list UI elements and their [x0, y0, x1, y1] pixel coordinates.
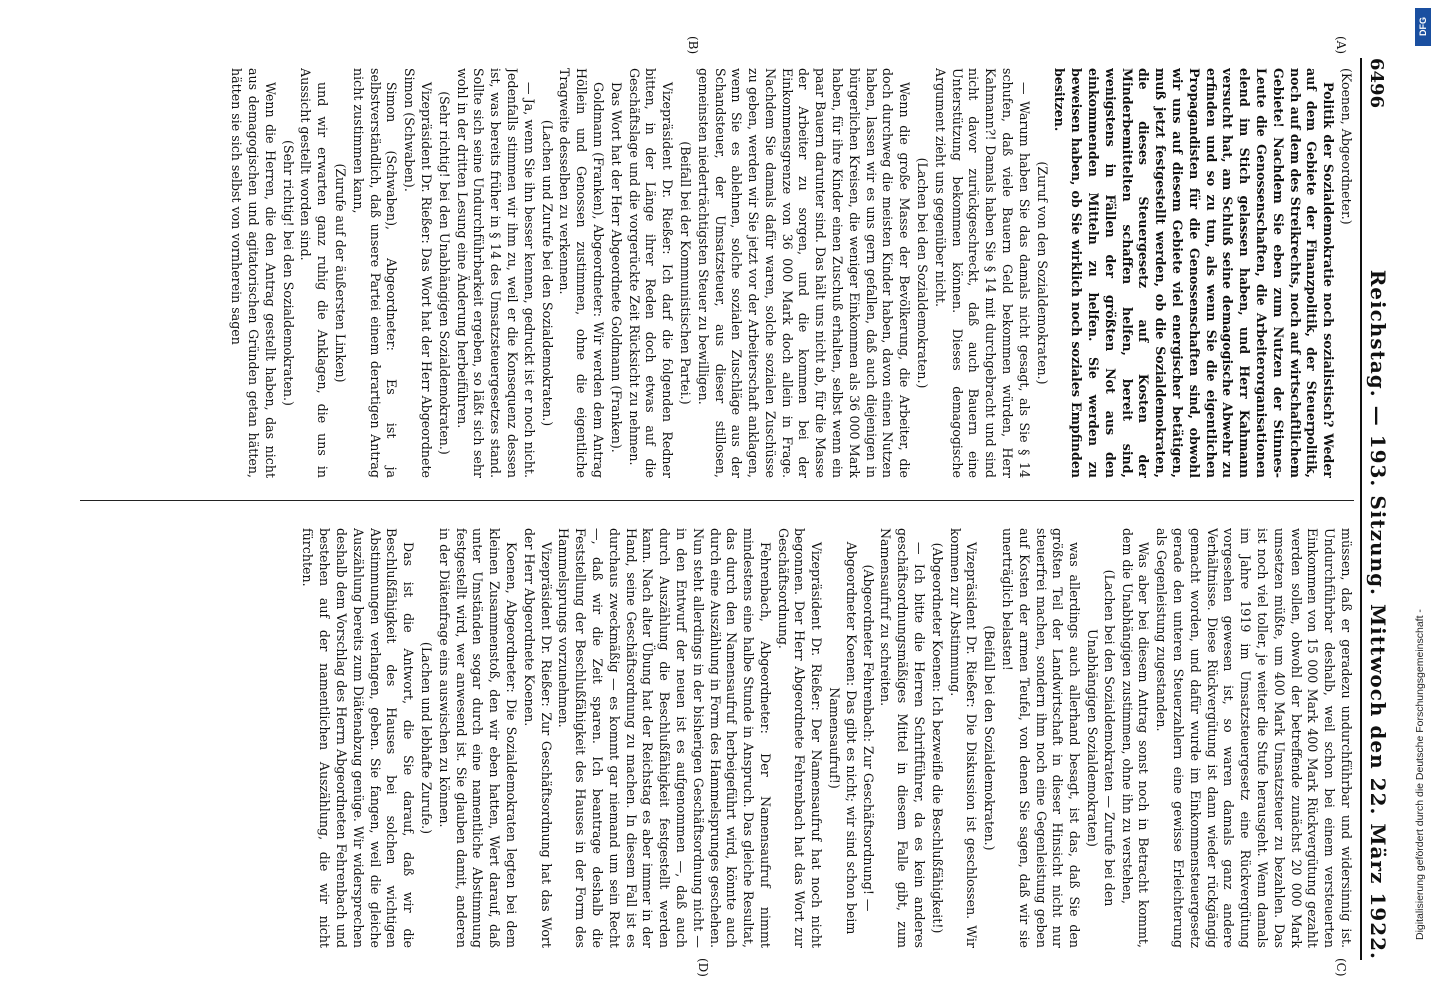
- margin-mark-c: (C): [1334, 958, 1348, 977]
- margin-mark-b: (B): [686, 36, 700, 55]
- interjection: (Lachen bei den Sozialdemokraten.): [915, 157, 931, 389]
- paragraph: Wenn die Herren, die den Antrag gestellt haben, das nicht aus demagogischen und agitatorischen Gründen getan hätten, hätten sie sich selbst von vornherein sagen: [229, 68, 278, 478]
- interjection: (Beifall bei den Sozialdemokraten.): [982, 625, 998, 851]
- paragraph: Wenn die große Masse der Bevölkerung, die Arbeiter, die doch durchweg die meisten Kinder haben, davon einen Nutzen haben, lassen wir es uns gern gefallen, daß auch diejenigen in bürgerlichen Kreisen, die weniger Einkommen als 36 000 Mark haben, für ihre Kinder einen Zuschuß erhalten, selbst wenn ein paar Bauern darunter sind. Das hält uns nicht ab, für die Masse der Arbeiter zu sorgen, und die kommen bei der Einkommensgrenze von 36 000 Mark doch allein in Frage. Nachdem Sie damals dafür waren, solche sozialen Zuschüsse zu geben, werden wir Sie jetzt vor der Arbeiterschaft anklagen, wenn Sie es ablehnen, solche sozialen Zuschläge aus der Schandsteuer, der Umsatzsteuer, aus dieser stillosen, gemeinsten niederträchtigsten Steuer zu bewilligen.: [695, 68, 913, 478]
- funding-note: Digitalisierung gefördert durch die Deutsche Forschungsgemeinschaft -: [1414, 609, 1426, 940]
- paragraph: Goldmann (Franken), Abgeordneter: Wir werden dem Antrag Höllein und Genossen zustimmen, ohne die eigentliche Tragweite desselben zu verkennen.: [557, 68, 606, 478]
- paragraph: Vizepräsident Dr. Rießer: Ich darf die folgenden Redner bitten, in der Länge ihrer Reden doch etwas auf die Geschäftslage und die vorgerückte Zeit Rücksicht zu nehmen.: [626, 68, 676, 478]
- left-column: [60, 68, 1354, 478]
- paragraph: Koenen, Abgeordneter: Die Sozialdemokraten legten bei dem kleinen Zusammenstoß, den wir eben hatten, Wert darauf, daß unter Umständen sogar durch eine namentliche Abstimmung festgestellt wird, wer anwesend ist. Sie glauben damit, anderen in der Diätenfrage eins auswischen zu können.: [436, 528, 519, 948]
- interjection: (Lachen bei den Sozialdemokraten — Zurufe bei den Unabhängigen Sozialdemokraten): [1085, 569, 1117, 907]
- paragraph: Politik der Sozialdemokratie noch sozialistisch? Weder auf dem Gebiete der Finanzpolitik, der Steuerpolitik, noch auf dem des Streikrechts, noch auf wirtschaftlichem Gebiete! Nachdem Sie eben zum Nutzen der Stinnes-Leute die Genossenschaften, die Arbeiterorganisationen elend im Stich gelassen haben, und Herr Kahmann versucht hat, am Schluß seine demagogische Abwehr zu erfinden und so zu tun, als wenn Sie die eigentlichen Propagandisten für die Genossenschaften sind, obwohl wir uns auf diesem Gebiete viel energischer betätigen, muß jetzt festgestellt werden, ob die Sozialdemokraten, die dieses Steuergesetz auf Kosten der Minderbemittelten schaffen helfen, bereit sind, wenigstens in Fällen der größten Not aus den einkommenden Mitteln zu helfen. Sie werden zu beweisen haben, ob Sie wirklich noch soziales Empfinden besitzen.: [1052, 68, 1337, 478]
- interjection: (Sehr richtig! bei den Unabhängigen Sozialdemokraten.): [436, 91, 452, 455]
- running-title: Reichstag. — 193. Sitzung. Mittwoch den 22. März 1922.: [1366, 269, 1390, 960]
- interjection: (Lachen und Zurufe bei den Sozialdemokraten.): [539, 119, 555, 427]
- right-column: [60, 528, 1354, 948]
- paragraph: Das ist die Antwort, die Sie darauf, daß wir die Beschlußfähigkeit des Hauses bei solchen wichtigen Abstimmungen verlangen, geben. Sie fangen, weil die gleiche Auszählung bereits zum Diätenabzug genüge. Wir widersprechen deshalb dem Vorschlag des Herrn Abgeordneten Fehrenbach und bestehen auf der namentlichen Auszählung, die wir nicht fürchten.: [300, 528, 417, 948]
- paragraph: Vizepräsident Dr. Rießer: Zur Geschäftsordnung hat das Wort der Herr Abgeordnete Koenen.: [521, 528, 554, 948]
- paragraph: Das Wort hat der Herr Abgeordnete Goldmann (Franken).: [608, 82, 624, 453]
- interjection: (Zuruf von den Sozialdemokraten.): [1034, 161, 1050, 385]
- interjection: (Sehr richtig! bei den Sozialdemokraten.): [280, 140, 296, 406]
- paragraph: und wir erwarten ganz ruhig die Anklagen, die uns in Aussicht gestellt worden sind.: [298, 68, 331, 478]
- paragraph: Vizepräsident Dr. Rießer: Die Diskussion ist geschlossen. Wir kommen zur Abstimmung.: [947, 528, 980, 948]
- interjection: (Abgeordneter Koenen: Ich bezweifle die Beschlußfähigkeit!): [929, 542, 945, 934]
- interjection: (Lachen und lebhafte Zurufe.): [418, 641, 434, 835]
- paragraph: was allerdings auch allerhand besagt, ist das, daß Sie den größten Teil der Landwirtschaft in dieser Hinsicht nicht nur steuerfrei machen, sondern ihm noch eine Gegenleistung geben auf Kosten der armen Teufel, von denen Sie sagen, daß wir sie unerträglich belasten!: [1000, 528, 1083, 948]
- paragraph: — Ja, wenn Sie ihn besser kennen, gedruckt ist er noch nicht. Jedenfalls stimmen wir ihm zu, weil er die Konsequenz dessen ist, was bereits früher in § 14 des Umsatzsteuergesetzes stand. Sollte sich seine Undurchführbarkeit ergeben, so läßt sich sehr wohl in der dritten Lesung eine Änderung herbeiführen.: [454, 68, 537, 478]
- interjection: (Zurufe auf der äußersten Linken): [332, 163, 348, 383]
- paragraph: Vizepräsident Dr. Rießer: Der Namensaufruf hat noch nicht begonnen. Der Herr Abgeordnete Fehrenbach hat das Wort zur Geschäftsordnung.: [775, 528, 825, 948]
- margin-mark-a: (A): [1334, 36, 1348, 55]
- paragraph: Vizepräsident Dr. Rießer: Das Wort hat der Herr Abgeordnete Simon (Schwaben).: [402, 68, 434, 478]
- column-divider: [80, 500, 1354, 501]
- paragraph: Simon (Schwaben), Abgeordneter: Es ist ja selbstverständlich, daß unsere Partei einem derartigen Antrag nicht zustimmen kann,: [350, 68, 400, 478]
- interjection: (Beifall bei der Kommunistischen Partei.): [677, 141, 693, 405]
- page-number: 6496: [1366, 58, 1387, 109]
- dfg-logo: DFG: [1415, 8, 1431, 46]
- page-header: [1360, 58, 1410, 960]
- interjection: (Abgeordneter Fehrenbach: Zur Geschäftsordnung! — Abgeordneter Koenen: Das gibt es nicht; wir sind schon beim Namensaufruf!): [827, 541, 876, 935]
- paragraph: Was aber bei diesem Antrag sonst noch in Betracht kommt, dem die Unabhängigen zustimmen, ohne ihn zu verstehen,: [1119, 528, 1152, 948]
- paragraph: — Ich bitte die Herren Schriftführer, da es kein anderes geschäftsordnungsmäßiges Mittel in diesem Falle gibt, zum Namensaufruf zu schreiten.: [878, 528, 928, 948]
- rotated-page: [40, 0, 1420, 1000]
- paragraph: — Warum haben Sie das damals nicht gesagt, als Sie § 14 schufen, daß viele Bauern Geld bekommen würden, Herr Kahmann?! Damals haben Sie § 14 mit durchgebracht und sind nicht davor zurückgeschreckt, daß auch Bauern eine Unterstützung bekommen können. Dieses demagogische Argument zieht uns gegenüber nicht.: [932, 68, 1032, 478]
- paragraph: (Koenen, Abgeordneter.): [1339, 68, 1354, 225]
- paragraph: müssen, daß er geradezu undurchführbar und widersinnig ist. Undurchführbar deshalb, weil schon bei einem versteuerten Einkommen von 15 000 Mark 400 Mark Rückvergütung gezahlt werden sollen, obwohl der betreffende zunächst 20 000 Mark umsetzen müßte, um 400 Mark Umsatzsteuer zu bezahlen. Das ist noch viel toller, je weiter die Stufe herausgeht. Wenn damals im Jahre 1919 im Umsatzsteuergesetz eine Rückvergütung vorgesehen gewesen ist, so waren damals ganz andere Verhältnisse. Diese Rückvergütung ist dann wieder rückgängig gemacht worden, und dafür wurde im Einkommensteuergesetz gerade den unteren Steuerzahlern eine gewisse Erleichterung als Gegenleistung zugestanden.: [1154, 528, 1354, 948]
- margin-mark-d: (D): [696, 958, 710, 977]
- paragraph: Fehrenbach, Abgeordneter: Der Namensaufruf nimmt mindestens eine halbe Stunde in Anspruch. Das gleiche Resultat, das durch den Namensaufruf herbeigeführt wird, könnte auch durch eine Auszählung in Form des Hammelsprunges geschehen. Nun steht allerdings in der bisherigen Geschäftsordnung nicht — in den Entwurf der neuen ist es aufgenommen —, daß auch durch Auszählung die Beschlußfähigkeit festgestellt werden kann. Nach alter Übung hat der Reichstag es aber immer in der Hand, seine Geschäftsordnung zu machen. In diesem Fall ist es durchaus zweckmäßig — es kommt gar niemand um sein Recht —, daß wir die Zeit sparen. Ich beantrage deshalb die Feststellung der Beschlußfähigkeit des Hauses in der Form des Hammelsprungs vorzunehmen.: [556, 528, 773, 948]
